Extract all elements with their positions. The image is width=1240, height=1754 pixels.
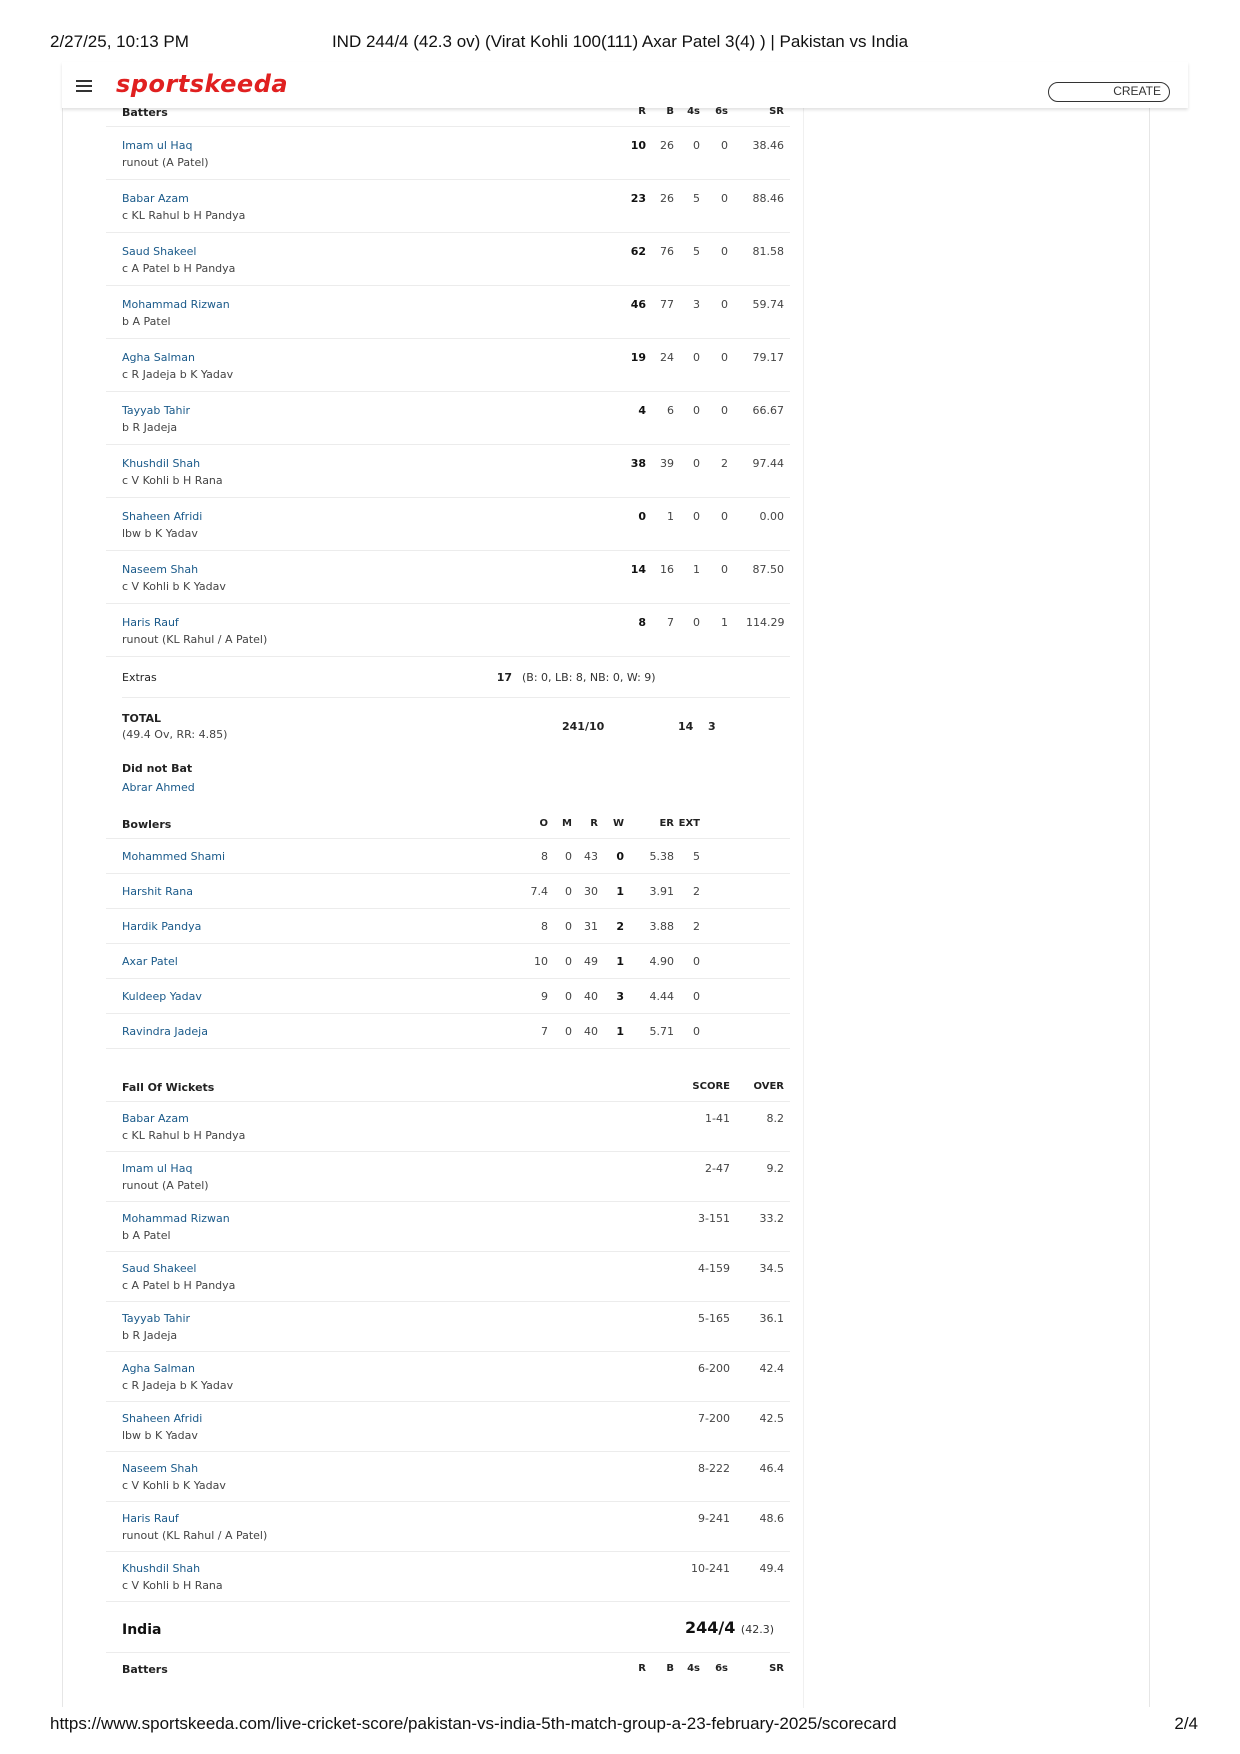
strike-rate: 114.29 xyxy=(746,616,785,629)
fow-score: 5-165 xyxy=(698,1312,730,1325)
fow-batter-name[interactable]: Saud Shakeel xyxy=(122,1262,197,1275)
dismissal-text: runout (A Patel) xyxy=(122,156,209,169)
fow-dismissal: c KL Rahul b H Pandya xyxy=(122,1129,246,1142)
dismissal-text: b R Jadeja xyxy=(122,421,178,434)
print-title: IND 244/4 (42.3 ov) (Virat Kohli 100(111) Axar Patel 3(4) ) | Pakistan vs India xyxy=(331,32,909,51)
fow-batter-name[interactable]: Shaheen Afridi xyxy=(122,1412,203,1425)
total-score: 241/10 xyxy=(562,720,605,733)
print-page-number: 2/4 xyxy=(1174,1714,1198,1733)
fow-batter-name[interactable]: Agha Salman xyxy=(122,1362,195,1375)
sixes: 0 xyxy=(721,351,728,364)
fow-over: 36.1 xyxy=(759,1312,784,1325)
col-sr: SR xyxy=(769,106,784,117)
bowler-row xyxy=(106,909,790,944)
overs: 8 xyxy=(541,920,548,933)
fow-score: 4-159 xyxy=(698,1262,730,1275)
batter-name[interactable]: Khushdil Shah xyxy=(122,457,201,470)
maidens: 0 xyxy=(565,1025,572,1038)
col-4s: 4s xyxy=(687,106,700,117)
runs-conceded: 30 xyxy=(584,885,598,898)
batter-name[interactable]: Mohammad Rizwan xyxy=(122,298,230,311)
strike-rate: 88.46 xyxy=(752,192,784,205)
total-sixes: 3 xyxy=(708,720,716,733)
economy: 5.71 xyxy=(649,1025,674,1038)
total-fours: 14 xyxy=(678,720,694,733)
wickets: 3 xyxy=(616,990,624,1003)
extras: 0 xyxy=(693,1025,700,1038)
runs-conceded: 31 xyxy=(584,920,598,933)
print-url: https://www.sportskeeda.com/live-cricket-score/pakistan-vs-india-5th-match-group-a-23-february-2025/scorecard xyxy=(50,1714,897,1733)
did-not-bat-player[interactable]: Abrar Ahmed xyxy=(122,781,195,794)
economy: 4.90 xyxy=(649,955,674,968)
bowler-name[interactable]: Hardik Pandya xyxy=(122,920,202,933)
batter-name[interactable]: Tayyab Tahir xyxy=(122,404,191,417)
bowler-row xyxy=(106,839,790,874)
did-not-bat-label: Did not Bat xyxy=(122,762,193,775)
strike-rate: 97.44 xyxy=(752,457,784,470)
fow-row xyxy=(106,1152,790,1202)
extras: 0 xyxy=(693,955,700,968)
fours: 0 xyxy=(693,510,700,523)
balls: 6 xyxy=(667,404,674,417)
fow-heading: Fall Of Wickets xyxy=(122,1081,215,1094)
fours: 0 xyxy=(693,616,700,629)
maidens: 0 xyxy=(565,885,572,898)
fow-row xyxy=(106,1302,790,1352)
dismissal-text: c V Kohli b K Yadav xyxy=(122,580,226,593)
economy: 3.91 xyxy=(649,885,674,898)
runs: 38 xyxy=(630,457,646,470)
fow-row xyxy=(106,1552,790,1602)
fow-dismissal: c V Kohli b H Rana xyxy=(122,1579,223,1592)
strike-rate: 79.17 xyxy=(752,351,784,364)
fow-batter-name[interactable]: Imam ul Haq xyxy=(122,1162,193,1175)
balls: 26 xyxy=(660,192,674,205)
fow-over: 8.2 xyxy=(766,1112,784,1125)
economy: 4.44 xyxy=(649,990,674,1003)
col-4s: 4s xyxy=(687,1663,700,1674)
fow-row xyxy=(106,1402,790,1452)
bowler-name[interactable]: Kuldeep Yadav xyxy=(122,990,202,1003)
batter-row xyxy=(106,498,790,551)
extras-detail: (B: 0, LB: 8, NB: 0, W: 9) xyxy=(522,671,656,684)
batters-heading: Batters xyxy=(122,106,168,119)
col-r: R xyxy=(638,1663,646,1674)
bowler-name[interactable]: Harshit Rana xyxy=(122,885,193,898)
print-footer xyxy=(0,1714,1240,1738)
extras: 5 xyxy=(693,850,700,863)
overs: 8 xyxy=(541,850,548,863)
batter-row xyxy=(106,286,790,339)
col-score: SCORE xyxy=(692,1081,730,1092)
total-row xyxy=(106,698,790,754)
india-batters-heading: Batters xyxy=(122,1663,168,1676)
col-6s: 6s xyxy=(715,106,728,117)
overs: 7.4 xyxy=(530,885,548,898)
india-innings-header xyxy=(106,1608,790,1653)
economy: 3.88 xyxy=(649,920,674,933)
fow-over: 48.6 xyxy=(759,1512,784,1525)
batter-row xyxy=(106,127,790,180)
hamburger-menu-icon[interactable] xyxy=(76,80,92,92)
india-runs: 244/4 xyxy=(684,1618,736,1637)
fow-row xyxy=(106,1502,790,1552)
maidens: 0 xyxy=(565,990,572,1003)
bowler-name[interactable]: Ravindra Jadeja xyxy=(122,1025,208,1038)
runs-conceded: 49 xyxy=(584,955,598,968)
col-ext: EXT xyxy=(678,818,700,829)
fow-row xyxy=(106,1452,790,1502)
india-team-name: India xyxy=(122,1622,162,1638)
fow-dismissal: c A Patel b H Pandya xyxy=(122,1279,236,1292)
fours: 0 xyxy=(693,404,700,417)
fow-score: 8-222 xyxy=(698,1462,730,1475)
strike-rate: 66.67 xyxy=(752,404,784,417)
fours: 5 xyxy=(693,192,700,205)
dismissal-text: c KL Rahul b H Pandya xyxy=(122,209,246,222)
sixes: 1 xyxy=(721,616,728,629)
fow-score: 7-200 xyxy=(698,1412,730,1425)
fours: 0 xyxy=(693,351,700,364)
dismissal-text: c R Jadeja b K Yadav xyxy=(122,368,234,381)
did-not-bat xyxy=(106,754,790,808)
fow-dismissal: runout (KL Rahul / A Patel) xyxy=(122,1529,268,1542)
fours: 3 xyxy=(693,298,700,311)
sixes: 0 xyxy=(721,510,728,523)
col-b: B xyxy=(666,106,674,117)
wickets: 2 xyxy=(616,920,624,933)
batter-row xyxy=(106,604,790,657)
balls: 77 xyxy=(660,298,674,311)
balls: 16 xyxy=(660,563,674,576)
col-er: ER xyxy=(659,818,674,829)
fow-score: 2-47 xyxy=(705,1162,730,1175)
fow-dismissal: b R Jadeja xyxy=(122,1329,178,1342)
maidens: 0 xyxy=(565,850,572,863)
fow-dismissal: b A Patel xyxy=(122,1229,171,1242)
batter-name[interactable]: Saud Shakeel xyxy=(122,245,197,258)
batting-header xyxy=(106,96,790,126)
sixes: 0 xyxy=(721,139,728,152)
batter-name[interactable]: Imam ul Haq xyxy=(122,139,193,152)
fours: 0 xyxy=(693,139,700,152)
runs: 8 xyxy=(638,616,646,629)
column-divider xyxy=(803,108,804,1708)
balls: 39 xyxy=(660,457,674,470)
bowler-name[interactable]: Mohammed Shami xyxy=(122,850,226,863)
fow-over: 49.4 xyxy=(759,1562,784,1575)
runs-conceded: 43 xyxy=(584,850,598,863)
sportskeeda-logo[interactable]: sportskeeda xyxy=(116,70,289,98)
bowler-row xyxy=(106,874,790,909)
col-r: R xyxy=(638,106,646,117)
fow-batter-name[interactable]: Mohammad Rizwan xyxy=(122,1212,230,1225)
fow-dismissal: runout (A Patel) xyxy=(122,1179,209,1192)
col-over: OVER xyxy=(753,1081,784,1092)
strike-rate: 87.50 xyxy=(752,563,784,576)
india-score xyxy=(685,1618,774,1637)
col-w: W xyxy=(612,818,624,829)
maidens: 0 xyxy=(565,920,572,933)
fow-score: 10-241 xyxy=(691,1562,730,1575)
extras: 2 xyxy=(693,885,700,898)
col-6s: 6s xyxy=(715,1663,728,1674)
batter-row xyxy=(106,445,790,498)
sixes: 0 xyxy=(721,404,728,417)
balls: 7 xyxy=(667,616,674,629)
runs: 10 xyxy=(630,139,646,152)
extras: 0 xyxy=(693,990,700,1003)
fow-over: 46.4 xyxy=(759,1462,784,1475)
sixes: 0 xyxy=(721,563,728,576)
balls: 24 xyxy=(660,351,674,364)
extras-label: Extras xyxy=(122,671,157,684)
strike-rate: 81.58 xyxy=(752,245,784,258)
extras-row xyxy=(122,657,790,698)
strike-rate: 38.46 xyxy=(752,139,784,152)
runs: 23 xyxy=(630,192,646,205)
bowler-row xyxy=(106,1014,790,1049)
fow-dismissal: c R Jadeja b K Yadav xyxy=(122,1379,234,1392)
fow-batter-name[interactable]: Babar Azam xyxy=(122,1112,189,1125)
strike-rate: 0.00 xyxy=(759,510,784,523)
fow-dismissal: c V Kohli b K Yadav xyxy=(122,1479,226,1492)
fow-over: 42.4 xyxy=(759,1362,784,1375)
fours: 0 xyxy=(693,457,700,470)
dismissal-text: c V Kohli b H Rana xyxy=(122,474,223,487)
batter-name[interactable]: Naseem Shah xyxy=(122,563,199,576)
runs: 4 xyxy=(638,404,646,417)
dismissal-text: runout (KL Rahul / A Patel) xyxy=(122,633,268,646)
batter-name[interactable]: Agha Salman xyxy=(122,351,195,364)
create-button[interactable]: CREATE xyxy=(1048,82,1170,102)
wickets: 1 xyxy=(616,885,624,898)
fow-row xyxy=(106,1252,790,1302)
print-date: 2/27/25, 10:13 PM xyxy=(50,32,189,51)
sixes: 0 xyxy=(721,245,728,258)
bowler-name[interactable]: Axar Patel xyxy=(122,955,178,968)
batter-row xyxy=(106,392,790,445)
fours: 1 xyxy=(693,563,700,576)
sixes: 2 xyxy=(721,457,728,470)
wickets: 1 xyxy=(616,955,624,968)
bowlers-heading: Bowlers xyxy=(122,818,172,831)
fow-score: 9-241 xyxy=(698,1512,730,1525)
bowler-row xyxy=(106,979,790,1014)
balls: 26 xyxy=(660,139,674,152)
runs: 0 xyxy=(638,510,646,523)
fow-score: 6-200 xyxy=(698,1362,730,1375)
fow-over: 9.2 xyxy=(766,1162,784,1175)
dismissal-text: c A Patel b H Pandya xyxy=(122,262,236,275)
batter-row xyxy=(106,551,790,604)
india-batting-header xyxy=(106,1653,790,1683)
fow-batter-name[interactable]: Naseem Shah xyxy=(122,1462,199,1475)
overs: 9 xyxy=(541,990,548,1003)
fours: 5 xyxy=(693,245,700,258)
wickets: 1 xyxy=(616,1025,624,1038)
fow-row xyxy=(106,1202,790,1252)
runs-conceded: 40 xyxy=(584,990,598,1003)
balls: 76 xyxy=(660,245,674,258)
fow-score: 1-41 xyxy=(705,1112,730,1125)
runs: 46 xyxy=(630,298,646,311)
fow-batter-name[interactable]: Haris Rauf xyxy=(122,1512,179,1525)
fow-row xyxy=(106,1352,790,1402)
fow-batter-name[interactable]: Khushdil Shah xyxy=(122,1562,201,1575)
fow-over: 34.5 xyxy=(759,1262,784,1275)
economy: 5.38 xyxy=(649,850,674,863)
fow-over: 42.5 xyxy=(759,1412,784,1425)
bowling-header xyxy=(106,808,790,838)
sixes: 0 xyxy=(721,298,728,311)
runs-conceded: 40 xyxy=(584,1025,598,1038)
batter-name[interactable]: Haris Rauf xyxy=(122,616,179,629)
extras-value: 17 xyxy=(496,671,512,684)
runs: 62 xyxy=(630,245,646,258)
batter-row xyxy=(106,339,790,392)
fow-over: 33.2 xyxy=(759,1212,784,1225)
print-header xyxy=(0,30,1240,54)
strike-rate: 59.74 xyxy=(752,298,784,311)
fow-batter-name[interactable]: Tayyab Tahir xyxy=(122,1312,191,1325)
extras: 2 xyxy=(693,920,700,933)
runs: 19 xyxy=(630,351,646,364)
col-sr: SR xyxy=(769,1663,784,1674)
maidens: 0 xyxy=(565,955,572,968)
fow-dismissal: lbw b K Yadav xyxy=(122,1429,198,1442)
batter-row xyxy=(106,180,790,233)
batter-name[interactable]: Shaheen Afridi xyxy=(122,510,203,523)
col-o: O xyxy=(539,818,548,829)
total-overs: (49.4 Ov, RR: 4.85) xyxy=(122,728,228,741)
overs: 7 xyxy=(541,1025,548,1038)
fow-score: 3-151 xyxy=(698,1212,730,1225)
overs: 10 xyxy=(534,955,548,968)
fow-row xyxy=(106,1102,790,1152)
india-overs: (42.3) xyxy=(740,1623,774,1636)
wickets: 0 xyxy=(616,850,624,863)
dismissal-text: lbw b K Yadav xyxy=(122,527,198,540)
dismissal-text: b A Patel xyxy=(122,315,171,328)
col-r: R xyxy=(590,818,598,829)
col-b: B xyxy=(666,1663,674,1674)
sixes: 0 xyxy=(721,192,728,205)
col-m: M xyxy=(562,818,572,829)
balls: 1 xyxy=(667,510,674,523)
runs: 14 xyxy=(630,563,646,576)
batter-name[interactable]: Babar Azam xyxy=(122,192,189,205)
total-label: TOTAL xyxy=(122,712,162,725)
scorecard xyxy=(106,96,790,1683)
fow-header xyxy=(106,1071,790,1101)
batter-row xyxy=(106,233,790,286)
bowler-row xyxy=(106,944,790,979)
